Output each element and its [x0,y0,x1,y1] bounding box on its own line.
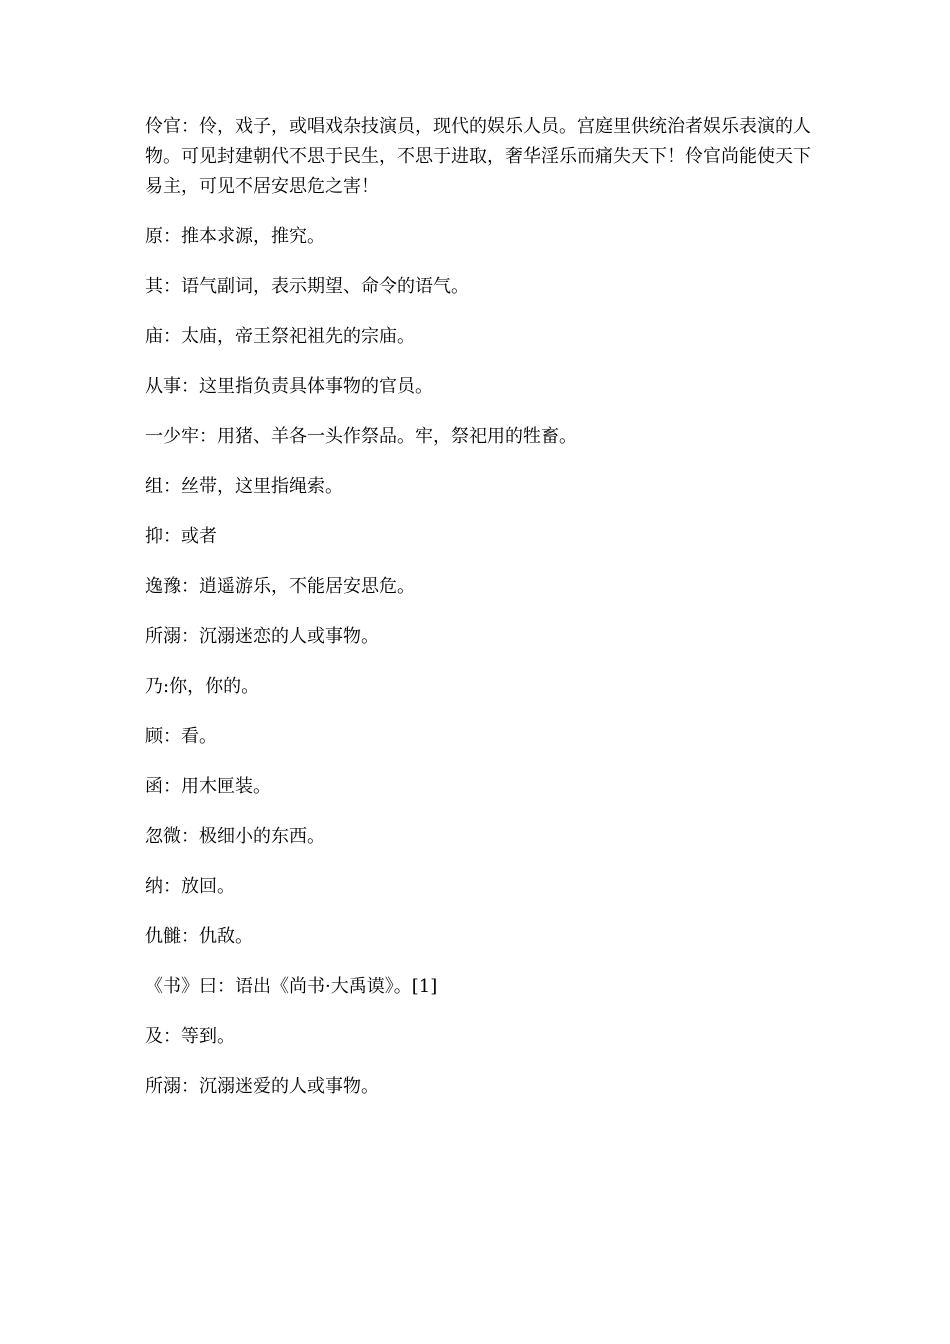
note-suoni: 所溺：沉溺迷恋的人或事物。 [145,626,379,647]
note-gu: 顾：看。 [145,726,217,747]
note-chouchou: 仇雠：仇敌。 [145,926,253,947]
note-yi: 抑：或者 [145,526,217,547]
note-zu: 组：丝带，这里指绳索。 [145,476,343,497]
note-nai: 乃:你，你的。 [145,676,260,697]
note-huwei: 忽微：极细小的东西。 [145,826,325,847]
note-yiyu: 逸豫：逍遥游乐，不能居安思危。 [145,576,415,597]
note-shu-yue: 《书》曰：语出《尚书·大禹谟》。[1] [145,976,438,997]
note-miao: 庙：太庙，帝王祭祀祖先的宗庙。 [145,326,415,347]
annotation-list [145,112,815,1122]
note-qi: 其：语气副词，表示期望、命令的语气。 [145,276,469,297]
note-ji: 及：等到。 [145,1026,235,1047]
note-han: 函：用木匣装。 [145,776,271,797]
note-na: 纳：放回。 [145,876,235,897]
note-yishaolao: 一少牢：用猪、羊各一头作祭品。牢，祭祀用的牲畜。 [145,426,577,447]
note-suoni-2: 所溺：沉溺迷爱的人或事物。 [145,1076,379,1097]
note-lingguan: 伶官：伶，戏子，或唱戏杂技演员，现代的娱乐人员。宫庭里供统治者娱乐表演的人物。可见封建朝代不思于民生，不思于进取，奢华淫乐而痛失天下！伶官尚能使天下易主，可见不居安思危之害！ [145,116,811,197]
note-yuan: 原：推本求源，推究。 [145,226,325,247]
note-congshi: 从事：这里指负责具体事物的官员。 [145,376,433,397]
